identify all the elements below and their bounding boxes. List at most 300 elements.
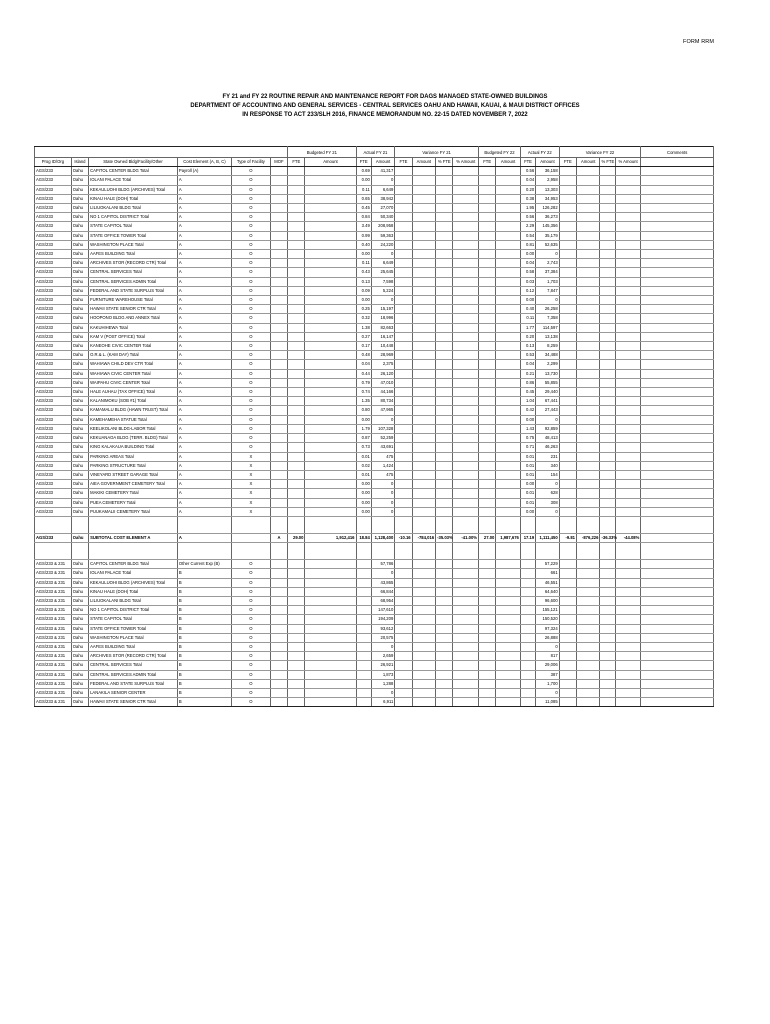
cell-variance-fy21-pct-amount	[453, 480, 479, 489]
cell-prog-id: AGS/233	[35, 351, 72, 360]
cell-actual-fy21-amount: 1,128,400	[371, 533, 394, 542]
cell-budget-fy22-fte	[479, 578, 496, 587]
cell-facility-type: O	[232, 624, 271, 633]
cell-comments	[641, 569, 714, 578]
cell-budget-fy22-amount	[496, 388, 521, 397]
cell-comments	[641, 204, 714, 213]
cell-mof	[270, 351, 287, 360]
cell-variance-fy21-amount	[412, 670, 435, 679]
cell-facility: STATE OFFICE TOWER Total	[89, 231, 178, 240]
cell-actual-fy21-fte: 0.02	[356, 461, 371, 470]
cell-actual-fy22-amount: 145,356	[536, 222, 559, 231]
cell-actual-fy22-amount: 27,443	[536, 406, 559, 415]
cell-actual-fy22-fte: 0.01	[520, 489, 535, 498]
cell-facility: KAM V (POST OFFICE) Total	[89, 332, 178, 341]
cell-variance-fy22-pct-fte	[600, 259, 615, 268]
cell-variance-fy21-fte	[395, 250, 412, 259]
cell-actual-fy22-fte: 0.01	[520, 470, 535, 479]
cell-facility: ARCHIVES STOR (RECORD CTR) Total	[89, 652, 178, 661]
table-row	[35, 661, 714, 670]
cell-variance-fy22-fte	[559, 624, 576, 633]
cell-variance-fy21-fte	[395, 415, 412, 424]
cell-variance-fy22-pct-fte	[600, 240, 615, 249]
cell-variance-fy22-pct-fte	[600, 489, 615, 498]
cell-budget-fy21-fte	[288, 332, 305, 341]
cell-variance-fy22-pct-amount	[615, 489, 641, 498]
cell-budget-fy22-amount	[496, 259, 521, 268]
cell-budget-fy22-fte	[479, 222, 496, 231]
cell-mof	[270, 369, 287, 378]
cell-prog-id: AGS/233	[35, 176, 72, 185]
cell-prog-id: AGS/233	[35, 424, 72, 433]
cell-variance-fy22-amount	[577, 360, 600, 369]
cell-actual-fy21-amount: 0	[371, 415, 394, 424]
cell-mof	[270, 185, 287, 194]
cell-budget-fy22-amount	[496, 452, 521, 461]
cell-budget-fy22-fte	[479, 378, 496, 387]
cell-actual-fy21-amount: 41,317	[371, 167, 394, 176]
cell-variance-fy22-pct-fte	[600, 606, 615, 615]
cell-actual-fy22-amount: 1,111,450	[536, 533, 559, 542]
cell-facility: KEKUANAOA BLDG (TERR. BLDG) Total	[89, 434, 178, 443]
cell-budget-fy21-fte: FTE	[288, 158, 305, 167]
cell-facility: O.R.& L. (KAM DAY) Total	[89, 351, 178, 360]
cell-actual-fy22-fte	[520, 596, 535, 605]
cell-variance-fy21-amount	[412, 332, 435, 341]
cell-facility-type: O	[232, 688, 271, 697]
cell-variance-fy21-pct-amount	[453, 314, 479, 323]
cell-mof	[270, 434, 287, 443]
cell-variance-fy21-fte	[395, 314, 412, 323]
cell-comments	[641, 213, 714, 222]
cell-variance-fy22-fte	[559, 480, 576, 489]
cell-variance-fy22-fte	[559, 397, 576, 406]
cell-budget-fy21-fte	[288, 507, 305, 516]
cell-actual-fy21-amount: 52,259	[371, 434, 394, 443]
cell-facility: KINAU HALE (DOH) Total	[89, 194, 178, 203]
cell-budget-fy21-fte	[288, 480, 305, 489]
cell-mof	[270, 470, 287, 479]
cell-budget-fy22-amount	[496, 204, 521, 213]
cell-budget-fy22-fte	[479, 452, 496, 461]
cell-cost-element: A	[177, 434, 231, 443]
cell-variance-fy22-fte	[559, 652, 576, 661]
cell-budget-fy21-amount	[305, 286, 356, 295]
cell-actual-fy22-fte: 0.71	[520, 443, 535, 452]
cell-actual-fy22-amount: 0	[536, 688, 559, 697]
cell-cost-element: B	[177, 615, 231, 624]
cell-variance-fy22-fte	[559, 633, 576, 642]
cell-island: Oahu	[71, 194, 88, 203]
cell-variance-fy21-pct-amount	[453, 424, 479, 433]
report-title: FY 21 and FY 22 ROUTINE REPAIR AND MAINTENANCE REPORT FOR DAGS MANAGED STATE-OWNED BUILDINGS	[222, 93, 548, 100]
cell-cost-element: B	[177, 688, 231, 697]
cell-facility: WASHINGTON PLACE Total	[89, 633, 178, 642]
cell-variance-fy22-amount	[577, 296, 600, 305]
cell-variance-fy22-fte	[559, 424, 576, 433]
cell-actual-fy22-fte: 1.04	[520, 397, 535, 406]
cell-actual-fy22-amount: 661	[536, 569, 559, 578]
table-row	[35, 222, 714, 231]
cell-variance-fy22-pct-fte	[600, 443, 615, 452]
cell-budget-fy22-fte	[479, 415, 496, 424]
cell-budget-fy22-fte	[479, 250, 496, 259]
cell-variance-fy22-pct-amount	[615, 624, 641, 633]
cell-actual-fy22-amount: 150,520	[536, 615, 559, 624]
cell-variance-fy22-pct-amount	[615, 606, 641, 615]
cell-budget-fy21-amount	[305, 652, 356, 661]
cell-actual-fy21-amount: 6,649	[371, 259, 394, 268]
cell-prog-id: AGS/233	[35, 378, 72, 387]
cell-facility-type: O	[232, 679, 271, 688]
cell-actual-fy21-amount: 15,197	[371, 305, 394, 314]
cell-facility: CAPITOL CENTER BLDG Total	[89, 167, 178, 176]
cell-island: Oahu	[71, 424, 88, 433]
cell-actual-fy21-amount: 107,328	[371, 424, 394, 433]
cell-budget-fy22-amount	[496, 434, 521, 443]
table-row	[35, 231, 714, 240]
table-row	[35, 679, 714, 688]
cell-variance-fy21-pct-fte	[436, 578, 453, 587]
cell-budget-fy22-fte	[479, 670, 496, 679]
cell-variance-fy21-amount	[412, 606, 435, 615]
cell-mof	[270, 286, 287, 295]
cell-island: Oahu	[71, 633, 88, 642]
cell-variance-fy22-pct-fte	[600, 615, 615, 624]
cell-variance-fy21-pct-amount	[453, 204, 479, 213]
cell-cost-element: B	[177, 606, 231, 615]
cell-budget-fy21-fte	[288, 443, 305, 452]
cell-variance-fy21-fte	[395, 498, 412, 507]
cell-facility: HALE AUHAU (TAX OFFICE) Total	[89, 388, 178, 397]
cell-variance-fy21-fte	[395, 167, 412, 176]
cell-actual-fy21-fte	[356, 679, 371, 688]
cell-actual-fy21-fte: 1.38	[356, 323, 371, 332]
cell-cost-element: A	[177, 222, 231, 231]
cell-budget-fy21-amount	[305, 642, 356, 651]
cell-variance-fy21-pct-amount	[453, 615, 479, 624]
cell-actual-fy22-amount: 308	[536, 498, 559, 507]
cell-variance-fy22-pct-fte	[600, 498, 615, 507]
cell-variance-fy22-pct-amount	[615, 434, 641, 443]
cell-island: Oahu	[71, 259, 88, 268]
cell-budget-fy21-amount	[305, 360, 356, 369]
cell-budget-fy21-amount	[305, 679, 356, 688]
cell-actual-fy22-amount: 13,138	[536, 332, 559, 341]
cell-variance-fy21-fte	[395, 507, 412, 516]
cell-island: Oahu	[71, 569, 88, 578]
table-row	[35, 569, 714, 578]
cell-budget-fy21-fte	[288, 286, 305, 295]
cell-budget-fy21-amount: Amount	[305, 158, 356, 167]
table-row	[35, 194, 714, 203]
cell-budget-fy22-fte	[479, 277, 496, 286]
cell-variance-fy21-pct-fte	[436, 489, 453, 498]
cell-mof	[270, 507, 287, 516]
cell-budget-fy22-amount	[496, 277, 521, 286]
cell-budget-fy22-fte: 27.00	[479, 533, 496, 542]
cell-variance-fy21-pct-fte	[436, 443, 453, 452]
cell-facility-type: X	[232, 452, 271, 461]
cell-island: Oahu	[71, 507, 88, 516]
cell-budget-fy22-fte	[479, 480, 496, 489]
cell-actual-fy22-fte: 1.43	[520, 424, 535, 433]
cell-facility: WAHIAWA CIVIC CENTER Total	[89, 369, 178, 378]
cell-cost-element: B	[177, 587, 231, 596]
cell-variance-fy21-amount	[412, 507, 435, 516]
cell-variance-fy21-pct-amount	[453, 222, 479, 231]
cell-variance-fy21-fte	[395, 259, 412, 268]
cell-budget-fy22-amount	[496, 606, 521, 615]
cell-variance-fy21-pct-fte	[436, 406, 453, 415]
cell-mof	[270, 596, 287, 605]
cell-prog-id: AGS/233 & 231	[35, 560, 72, 569]
cell-actual-fy22-amount: 817	[536, 652, 559, 661]
cell-facility-type: O	[232, 185, 271, 194]
cell-actual-fy21-fte	[356, 606, 371, 615]
table-row	[35, 268, 714, 277]
cell-actual-fy22-amount: Amount	[536, 158, 559, 167]
cell-variance-fy21-amount	[412, 624, 435, 633]
cell-cost-element: B	[177, 661, 231, 670]
cell-comments	[641, 533, 714, 542]
cell-comments	[641, 424, 714, 433]
cell-prog-id: AGS/233	[35, 360, 72, 369]
cell-prog-id: AGS/233 & 231	[35, 596, 72, 605]
cell-cost-element: A	[177, 176, 231, 185]
cell-variance-fy21-pct-fte	[436, 688, 453, 697]
cell-variance-fy21-pct-amount	[453, 679, 479, 688]
cell-variance-fy21-fte	[395, 688, 412, 697]
cell-variance-fy22-amount	[577, 185, 600, 194]
cell-variance-fy22-pct-amount	[615, 452, 641, 461]
cell-facility: WAIPAHU CIVIC CENTER Total	[89, 378, 178, 387]
cell-variance-fy21-pct-amount	[453, 560, 479, 569]
cell-prog-id: AGS/233 & 231	[35, 606, 72, 615]
cell-variance-fy21-pct-amount	[453, 240, 479, 249]
cell-budget-fy21-amount	[305, 240, 356, 249]
cell-actual-fy22-amount: 8,259	[536, 342, 559, 351]
cell-facility: STATE CAPITOL Total	[89, 615, 178, 624]
cell-variance-fy21-fte	[395, 642, 412, 651]
cell-variance-fy21-pct-amount	[453, 231, 479, 240]
cell-actual-fy22-amount: 628	[536, 489, 559, 498]
cell-actual-fy21-fte	[356, 624, 371, 633]
cell-budget-fy22-amount	[496, 688, 521, 697]
cell-facility: PUEA CEMETERY Total	[89, 498, 178, 507]
cell-comments	[641, 323, 714, 332]
cell-actual-fy21-fte	[356, 587, 371, 596]
cell-variance-fy21-pct-amount	[453, 516, 479, 533]
cell-variance-fy21-amount	[412, 642, 435, 651]
cell-cost-element: A	[177, 213, 231, 222]
cell-facility: KEKAULUOHI BLDG (ARCHIVES) Total	[89, 185, 178, 194]
cell-budget-fy22-fte	[479, 176, 496, 185]
cell-budget-fy21-fte	[288, 185, 305, 194]
cell-actual-fy22-amount: 0	[536, 415, 559, 424]
cell-variance-fy22-amount	[577, 250, 600, 259]
cell-variance-fy21-fte	[395, 351, 412, 360]
cell-actual-fy21-amount: 0	[371, 642, 394, 651]
cell-island: Oahu	[71, 222, 88, 231]
cell-facility-type: O	[232, 222, 271, 231]
cell-actual-fy21-amount: 208,958	[371, 222, 394, 231]
table-row	[35, 606, 714, 615]
cell-island: Oahu	[71, 679, 88, 688]
cell-facility: PARKING AREAS Total	[89, 452, 178, 461]
cell-variance-fy22-pct-amount	[615, 250, 641, 259]
cell-facility: KAMAMALU BLDG (HAWN TRUST) Total	[89, 406, 178, 415]
cell-budget-fy22-fte	[479, 185, 496, 194]
cell-variance-fy22-fte	[559, 560, 576, 569]
cell-variance-fy21-pct-amount	[453, 167, 479, 176]
cell-budget-fy22-amount	[496, 642, 521, 651]
cell-variance-fy22-fte	[559, 369, 576, 378]
cell-budget-fy21-fte	[288, 231, 305, 240]
cell-variance-fy21-pct-amount	[453, 661, 479, 670]
cell-variance-fy21-fte: FTE	[395, 158, 412, 167]
cell-actual-fy21-amount: 475	[371, 470, 394, 479]
report-subtitle: DEPARTMENT OF ACCOUNTING AND GENERAL SERVICES - CENTRAL SERVICES OAHU AND HAWAII, KAUAI, & MAUI DISTRICT OFFICES	[190, 102, 580, 109]
cell-actual-fy21-fte	[356, 596, 371, 605]
cell-variance-fy21-amount: -784,016	[412, 533, 435, 542]
cell-budget-fy21-fte	[288, 415, 305, 424]
cell-actual-fy22-amount: 0	[536, 507, 559, 516]
cell-cost-element: B	[177, 679, 231, 688]
cell-variance-fy22-pct-fte	[600, 452, 615, 461]
cell-mof	[270, 652, 287, 661]
cell-cost-element: Other Current Exp (B)	[177, 560, 231, 569]
cell-mof	[270, 332, 287, 341]
cell-mof	[270, 397, 287, 406]
cell-variance-fy22-pct-fte	[600, 569, 615, 578]
cell-prog-id: AGS/233 & 231	[35, 679, 72, 688]
cell-actual-fy21-amount: 43,865	[371, 578, 394, 587]
cell-budget-fy22-amount	[496, 213, 521, 222]
cell-variance-fy22-amount	[577, 434, 600, 443]
cell-variance-fy22-amount	[577, 222, 600, 231]
cell-actual-fy22-fte	[520, 633, 535, 642]
cell-variance-fy21-fte	[395, 652, 412, 661]
cell-variance-fy22-pct-amount	[615, 378, 641, 387]
cell-facility: FEDERAL AND STATE SURPLUS Total	[89, 679, 178, 688]
cell-variance-fy21-amount	[412, 194, 435, 203]
cell-budget-fy22-fte	[479, 661, 496, 670]
cell-variance-fy22-pct-amount	[615, 587, 641, 596]
cell-prog-id: AGS/233	[35, 222, 72, 231]
cell-actual-fy21-fte	[356, 543, 371, 560]
cell-variance-fy21-fte	[395, 434, 412, 443]
cell-variance-fy22-fte	[559, 415, 576, 424]
cell-facility: State Owned Bldg/Facility/Other	[89, 158, 178, 167]
cell-island: Oahu	[71, 351, 88, 360]
cell-cost-element: A	[177, 259, 231, 268]
cell-variance-fy22-pct-amount	[615, 480, 641, 489]
cell-variance-fy21-fte	[395, 369, 412, 378]
cell-budget-fy22-amount	[496, 185, 521, 194]
cell-actual-fy21-fte	[356, 688, 371, 697]
cell-actual-fy22-amount: 34,953	[536, 194, 559, 203]
cell-variance-fy21-pct-fte	[436, 480, 453, 489]
cell-prog-id: AGS/233 & 231	[35, 688, 72, 697]
cell-variance-fy22-fte	[559, 222, 576, 231]
cell-actual-fy22-amount: 2,743	[536, 259, 559, 268]
cell-variance-fy22-amount	[577, 305, 600, 314]
cell-actual-fy21-fte: 0.00	[356, 489, 371, 498]
cell-budget-fy22-fte	[479, 624, 496, 633]
cell-variance-fy21-pct-fte	[436, 560, 453, 569]
cell-actual-fy21-fte: 0.99	[356, 231, 371, 240]
cell-actual-fy22-amount: 126,282	[536, 204, 559, 213]
cell-facility-type: X	[232, 498, 271, 507]
cell-variance-fy21-amount	[412, 250, 435, 259]
cell-actual-fy21-fte: 0.48	[356, 351, 371, 360]
table-row	[35, 296, 714, 305]
cell-actual-fy22-fte: FTE	[520, 158, 535, 167]
cell-facility-type: O	[232, 360, 271, 369]
cell-budget-fy21-amount	[305, 452, 356, 461]
cell-variance-fy22-pct-fte	[600, 213, 615, 222]
cell-actual-fy21-amount: 16,147	[371, 332, 394, 341]
cell-variance-fy22-pct-amount	[615, 679, 641, 688]
cell-budget-fy21-fte	[288, 259, 305, 268]
cell-comments	[641, 185, 714, 194]
cell-variance-fy22-fte	[559, 277, 576, 286]
table-row	[35, 578, 714, 587]
cell-variance-fy21-fte	[395, 296, 412, 305]
cell-budget-fy21-fte	[288, 305, 305, 314]
cell-comments	[641, 615, 714, 624]
cell-cost-element: A	[177, 332, 231, 341]
cell-variance-fy22-fte	[559, 360, 576, 369]
cell-budget-fy22-fte	[479, 323, 496, 332]
cell-budget-fy22-fte	[479, 167, 496, 176]
cell-comments	[641, 406, 714, 415]
cell-actual-fy22-fte: 0.00	[520, 296, 535, 305]
table-row	[35, 185, 714, 194]
cell-mof	[270, 587, 287, 596]
cell-cost-element: Payroll (A)	[177, 167, 231, 176]
cell-variance-fy22-amount	[577, 378, 600, 387]
cell-variance-fy22-amount	[577, 470, 600, 479]
cell-budget-fy22-fte	[479, 424, 496, 433]
cell-actual-fy22-amount: 1,700	[536, 679, 559, 688]
cell-island: Oahu	[71, 578, 88, 587]
cell-budget-fy21-fte	[288, 489, 305, 498]
cell-variance-fy21-fte	[395, 397, 412, 406]
table-row	[35, 698, 714, 707]
cell-actual-fy21-amount: 194,209	[371, 615, 394, 624]
cell-variance-fy21-fte	[395, 452, 412, 461]
cell-budget-fy21-amount	[305, 314, 356, 323]
report-table-body	[35, 147, 714, 707]
cell-variance-fy22-fte	[559, 176, 576, 185]
cell-comments	[641, 443, 714, 452]
cell-prog-id: AGS/233	[35, 259, 72, 268]
cell-variance-fy21-fte	[395, 698, 412, 707]
cell-variance-fy21-pct-fte	[436, 415, 453, 424]
cell-actual-fy22-fte	[520, 679, 535, 688]
cell-actual-fy22-fte: 0.03	[520, 277, 535, 286]
table-row	[35, 596, 714, 605]
cell-variance-fy22-fte	[559, 231, 576, 240]
cell-prog-id: AGS/233	[35, 268, 72, 277]
cell-variance-fy21-pct-amount	[453, 443, 479, 452]
cell-facility-type: O	[232, 698, 271, 707]
table-row	[35, 204, 714, 213]
cell-comments	[641, 176, 714, 185]
cell-island: Oahu	[71, 378, 88, 387]
